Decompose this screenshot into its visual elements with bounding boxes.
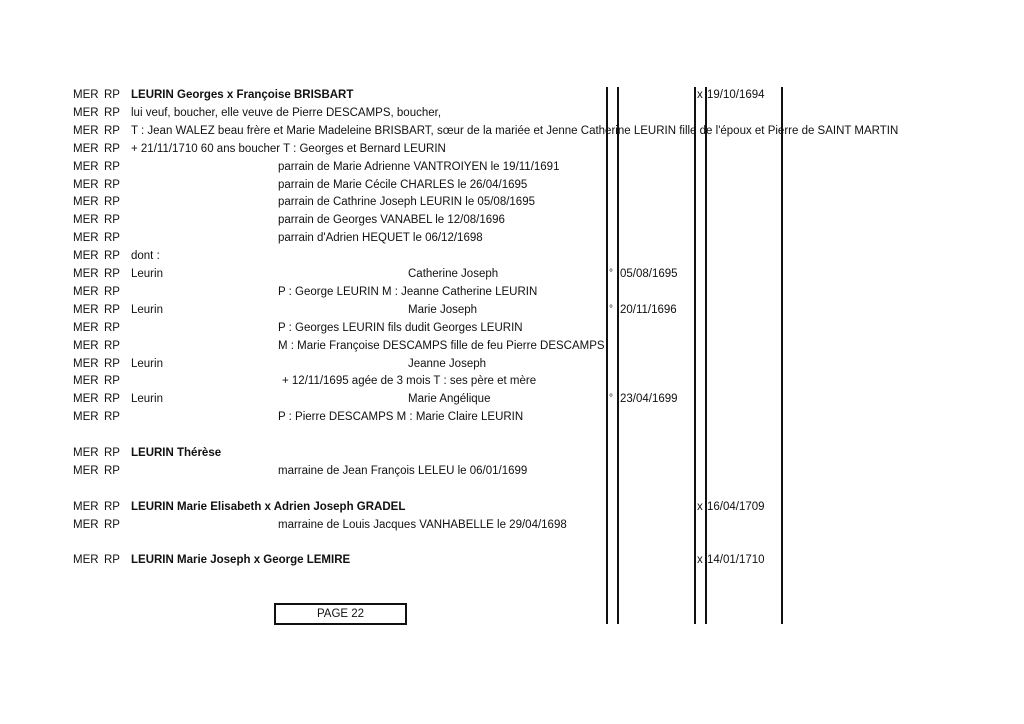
record-source: RP: [104, 303, 120, 316]
record-source: RP: [104, 375, 120, 388]
record-source: RP: [104, 250, 120, 263]
entry-detail: + 12/11/1695 agée de 3 mois T : ses père et mère: [282, 375, 537, 388]
entry-text: + 21/11/1710 60 ans boucher T : Georges et Bernard LEURIN: [131, 142, 446, 155]
record-source: RP: [104, 178, 120, 191]
child-name: Catherine Joseph: [408, 268, 499, 280]
register-row: [0, 498, 1024, 516]
entry-text: Leurin: [131, 268, 163, 280]
entry-detail: marraine de Louis Jacques VANHABELLE le 29/04/1698: [278, 518, 567, 531]
record-type: MER: [73, 339, 99, 352]
record-source: RP: [104, 285, 120, 298]
record-type: MER: [73, 518, 99, 531]
child-name: Jeanne Joseph: [408, 357, 487, 370]
record-source: RP: [104, 268, 120, 280]
record-source: RP: [104, 554, 120, 567]
entry-text: lui veuf, boucher, elle veuve de Pierre DESCAMPS, boucher,: [131, 106, 442, 119]
register-row: [0, 408, 1024, 426]
record-source: RP: [104, 411, 120, 424]
birth-mark: °: [609, 303, 613, 315]
entry-detail: parrain de Marie Cécile CHARLES le 26/04/1695: [278, 178, 528, 191]
register-row: [0, 462, 1024, 480]
marriage-date: 19/10/1694: [707, 89, 765, 101]
register-row: [0, 229, 1024, 247]
record-source: RP: [104, 500, 120, 513]
register-row: [0, 86, 1024, 104]
record-type: MER: [73, 500, 99, 513]
record-type: MER: [73, 357, 99, 370]
record-type: MER: [73, 411, 99, 424]
entry-detail: parrain de Cathrine Joseph LEURIN le 05/08/1695: [278, 196, 535, 209]
child-name: Marie Joseph: [408, 303, 478, 316]
record-type: MER: [73, 106, 99, 119]
entry-detail: P : Georges LEURIN fils dudit Georges LEURIN: [278, 321, 523, 334]
record-type: MER: [73, 321, 99, 334]
record-type: MER: [73, 393, 99, 406]
register-row: [0, 265, 1024, 283]
birth-mark: °: [609, 393, 613, 405]
entry-detail: P : Pierre DESCAMPS M : Marie Claire LEURIN: [278, 411, 524, 424]
register-row: [0, 301, 1024, 319]
birth-mark: °: [609, 268, 613, 279]
entry-detail: marraine de Jean François LELEU le 06/01/1699: [278, 464, 528, 477]
record-type: MER: [73, 303, 99, 316]
entry-text: Leurin: [131, 357, 163, 370]
record-type: MER: [73, 554, 99, 567]
record-type: MER: [73, 375, 99, 388]
entry-text: LEURIN Thérèse: [131, 447, 222, 459]
register-row: [0, 122, 1024, 140]
entry-text: Leurin: [131, 393, 163, 406]
record-type: MER: [73, 285, 99, 298]
record-type: MER: [73, 232, 99, 245]
register-row: [0, 140, 1024, 158]
register-row: [0, 390, 1024, 408]
register-row: [0, 355, 1024, 373]
entry-text: Leurin: [131, 303, 163, 316]
register-row: [0, 176, 1024, 194]
child-name: Marie Angélique: [408, 393, 491, 406]
record-source: RP: [104, 124, 120, 137]
record-source: RP: [104, 214, 120, 227]
record-type: MER: [73, 160, 99, 173]
record-source: RP: [104, 518, 120, 531]
register-row: [0, 283, 1024, 301]
register-row: [0, 104, 1024, 122]
record-source: RP: [104, 196, 120, 209]
register-row: [0, 372, 1024, 390]
entry-detail: parrain d'Adrien HEQUET le 06/12/1698: [278, 232, 483, 245]
birth-date: 23/04/1699: [620, 393, 678, 406]
record-type: MER: [73, 124, 99, 137]
marriage-mark: x: [697, 500, 703, 513]
record-source: RP: [104, 106, 120, 119]
register-row: [0, 551, 1024, 569]
birth-date: 20/11/1696: [620, 303, 677, 316]
register-row: [0, 193, 1024, 211]
record-type: MER: [73, 214, 99, 227]
entry-text: T : Jean WALEZ beau frère et Marie Madeleine BRISBART, sœur de la mariée et Jenne Catherine LEURIN fille de l'époux et Pierre de SAINT MARTIN: [131, 124, 899, 137]
record-source: RP: [104, 339, 120, 352]
register-row: [0, 444, 1024, 462]
page-number-box: PAGE 22: [274, 603, 407, 625]
record-source: RP: [104, 464, 120, 477]
entry-text: LEURIN Marie Elisabeth x Adrien Joseph GRADEL: [131, 500, 406, 513]
record-source: RP: [104, 232, 120, 245]
marriage-mark: x: [697, 89, 703, 101]
marriage-mark: x: [697, 554, 703, 567]
record-type: MER: [73, 196, 99, 209]
register-row: [0, 337, 1024, 355]
entry-detail: parrain de Georges VANABEL le 12/08/1696: [278, 214, 505, 227]
entry-detail: P : George LEURIN M : Jeanne Catherine LEURIN: [278, 285, 538, 298]
birth-date: 05/08/1695: [620, 268, 678, 280]
entry-detail: M : Marie Françoise DESCAMPS fille de feu Pierre DESCAMPS: [278, 339, 605, 352]
record-source: RP: [104, 89, 120, 101]
record-type: MER: [73, 178, 99, 191]
record-type: MER: [73, 447, 99, 459]
register-row: [0, 158, 1024, 176]
record-type: MER: [73, 464, 99, 477]
entry-detail: parrain de Marie Adrienne VANTROIYEN le 19/11/1691: [278, 160, 560, 173]
record-type: MER: [73, 142, 99, 155]
register-row: [0, 211, 1024, 229]
record-source: RP: [104, 447, 120, 459]
entry-text: LEURIN Marie Joseph x George LEMIRE: [131, 554, 351, 567]
record-source: RP: [104, 142, 120, 155]
record-source: RP: [104, 321, 120, 334]
entry-text: LEURIN Georges x Françoise BRISBART: [131, 89, 354, 101]
entry-text: dont :: [131, 250, 160, 263]
marriage-date: 16/04/1709: [707, 500, 765, 513]
register-row: [0, 319, 1024, 337]
marriage-date: 14/01/1710: [707, 554, 765, 567]
record-source: RP: [104, 160, 120, 173]
record-source: RP: [104, 357, 120, 370]
record-source: RP: [104, 393, 120, 406]
record-type: MER: [73, 250, 99, 263]
register-row: [0, 247, 1024, 265]
record-type: MER: [73, 268, 99, 280]
register-row: [0, 516, 1024, 534]
record-type: MER: [73, 89, 99, 101]
